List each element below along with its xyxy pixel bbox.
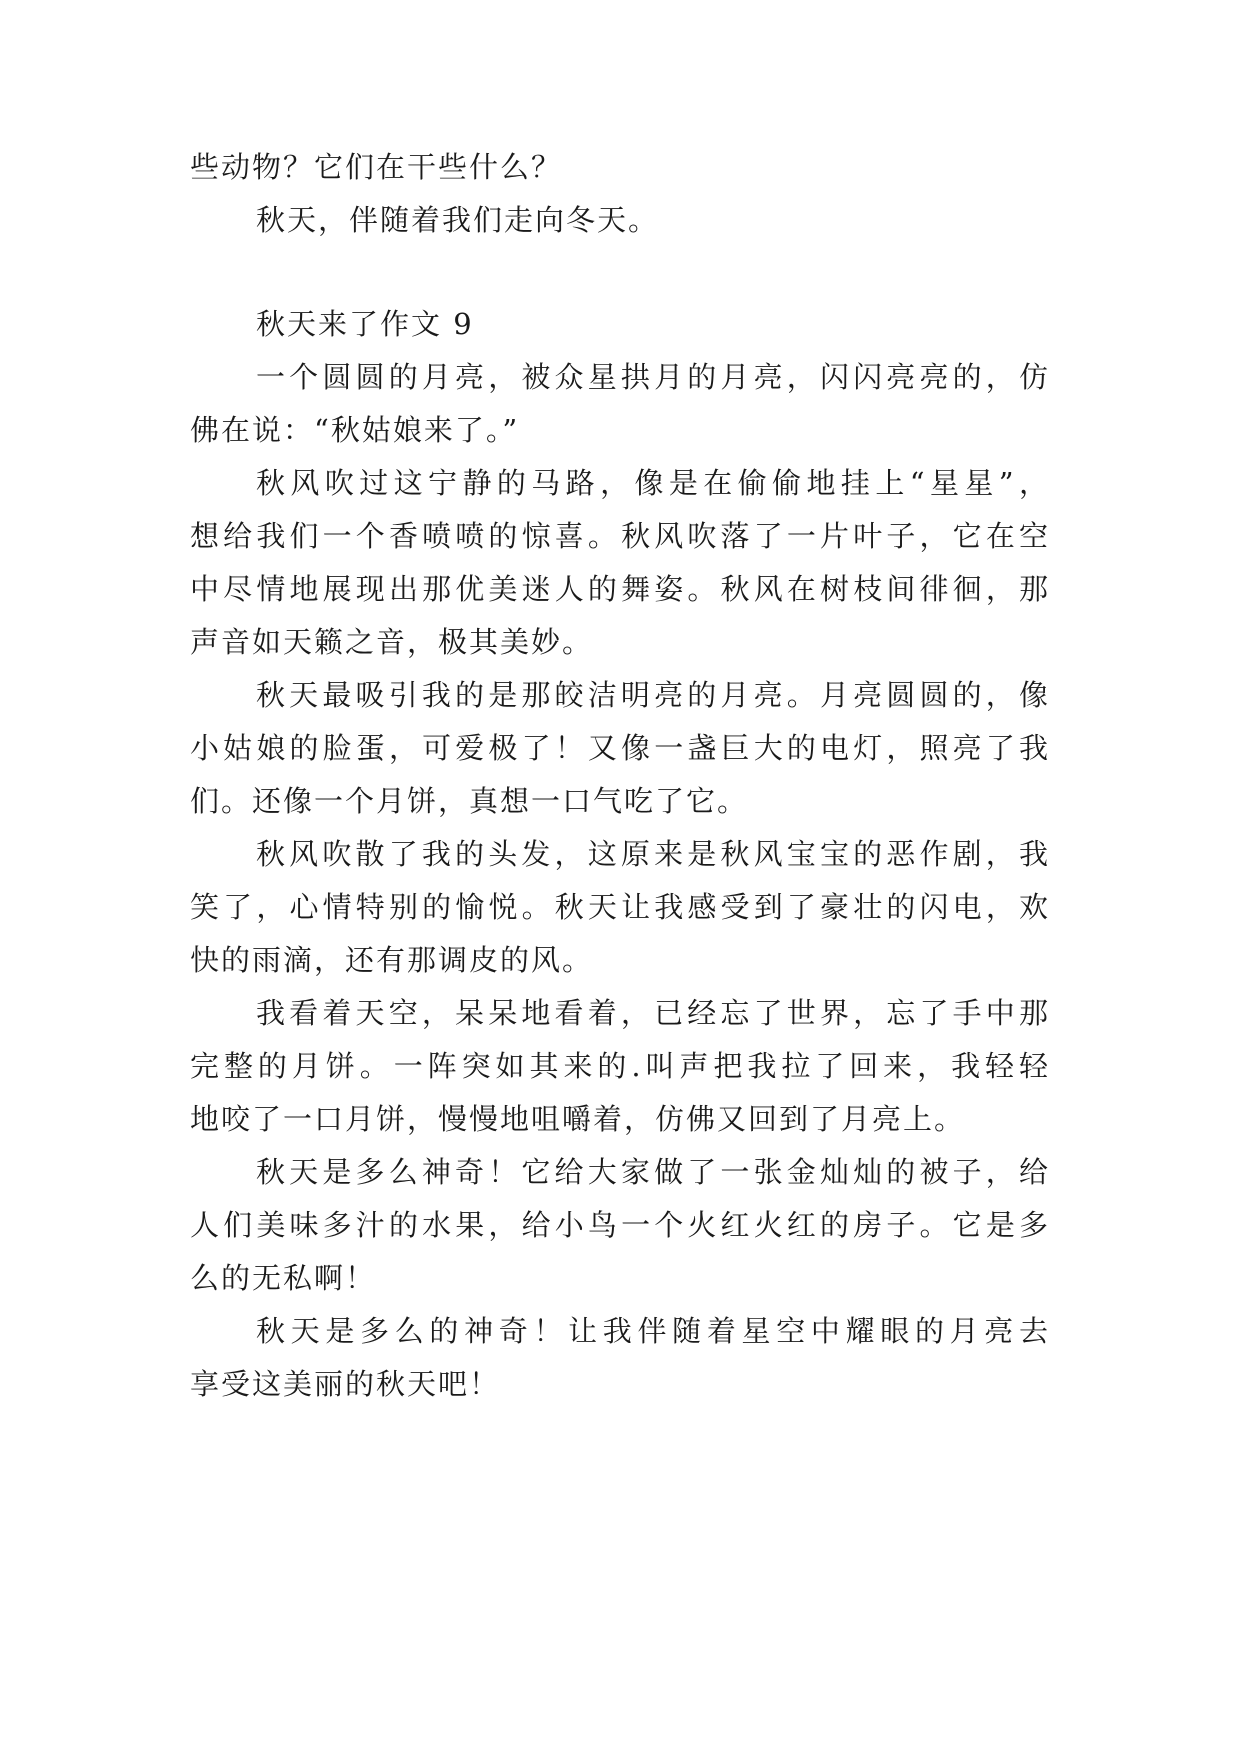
text-line: 秋风吹过这宁静的马路，像是在偷偷地挂上“星星”，	[256, 466, 1050, 500]
text-line: 快的雨滴，还有那调皮的风。	[190, 943, 594, 977]
text-line: 佛在说：“秋姑娘来了。”	[190, 413, 520, 447]
text-line: 小姑娘的脸蛋，可爱极了！又像一盏巨大的电灯，照亮了我	[190, 731, 1050, 765]
text-line: 么的无私啊！	[190, 1261, 377, 1295]
text-line: 想给我们一个香喷喷的惊喜。秋风吹落了一片叶子，它在空	[190, 519, 1050, 553]
text-line: 些动物？它们在干些什么？	[190, 150, 563, 184]
text-line: 声音如天籁之音，极其美妙。	[190, 625, 594, 659]
text-line: 地咬了一口月饼，慢慢地咀嚼着，仿佛又回到了月亮上。	[190, 1102, 966, 1136]
text-line: 一个圆圆的月亮，被众星拱月的月亮，闪闪亮亮的，仿	[256, 360, 1050, 394]
text-line: 秋风吹散了我的头发，这原来是秋风宝宝的恶作剧，我	[256, 837, 1050, 871]
text-line: 秋天，伴随着我们走向冬天。	[256, 203, 660, 237]
text-line: 完整的月饼。一阵突如其来的.叫声把我拉了回来，我轻轻	[190, 1049, 1050, 1083]
text-line: 笑了，心情特别的愉悦。秋天让我感受到了豪壮的闪电，欢	[190, 890, 1050, 924]
text-line: 秋天最吸引我的是那皎洁明亮的月亮。月亮圆圆的，像	[256, 678, 1050, 712]
text-line: 秋天是多么神奇！它给大家做了一张金灿灿的被子，给	[256, 1155, 1050, 1189]
text-line: 我看着天空，呆呆地看着，已经忘了世界，忘了手中那	[256, 996, 1050, 1030]
text-line: 秋天是多么的神奇！让我伴随着星空中耀眼的月亮去	[256, 1314, 1050, 1348]
text-line: 人们美味多汁的水果，给小鸟一个火红火红的房子。它是多	[190, 1208, 1050, 1242]
text-line: 享受这美丽的秋天吧！	[190, 1367, 501, 1401]
text-line: 中尽情地展现出那优美迷人的舞姿。秋风在树枝间徘徊，那	[190, 572, 1050, 606]
text-line: 们。还像一个月饼，真想一口气吃了它。	[190, 784, 749, 818]
section-title: 秋天来了作文 9	[256, 307, 474, 341]
